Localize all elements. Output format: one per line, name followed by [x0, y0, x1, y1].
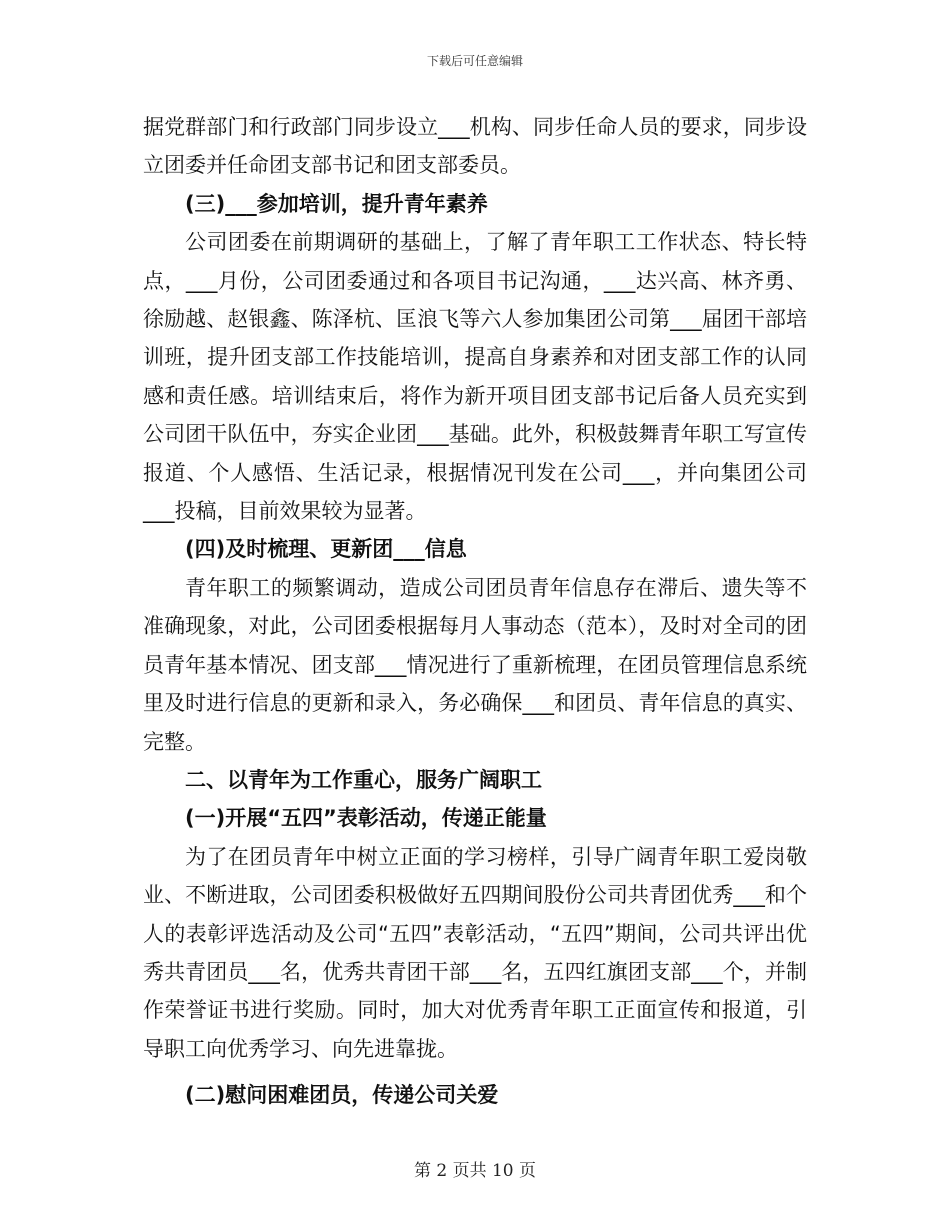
chapter-heading-2: 二、以青年为工作重心，服务广阔职工 [185, 767, 542, 792]
page-header: 下载后可任意编辑 [426, 54, 523, 68]
page-footer: 第 2 页共 10 页 [413, 1161, 537, 1181]
section-heading-4: (四)及时梳理、更新团___信息 [185, 537, 467, 562]
section-heading-2: (二)慰问困难团员，传递公司关爱 [185, 1083, 499, 1108]
paragraph-training: 公司团委在前期调研的基础上，了解了青年职工工作状态、特长特点，___月份，公司团委通过和各项目书记沟通，___达兴高、林齐勇、徐励越、赵银鑫、陈泽杭、匡浪飞等六人参加集团公司第___届团干部培训班，提升团支部工作技能培训，提高自身素养和对团支部工作的认同感和责任感。培训结束后，将作为新开项目团支部书记后备人员充实到公司团干队伍中，夯实企业团___基础。此外，积极鼓舞青年职工写宣传报道、个人感悟、生活记录，根据情况刊发在公司___，并向集团公司___投稿，目前效果较为显著。 [143, 230, 807, 524]
section-heading-3: (三)___参加培训，提升青年素养 [185, 191, 488, 216]
section-heading-1: (一)开展“五四”表彰活动，传递正能量 [185, 806, 547, 831]
document-body [143, 108, 807, 1115]
paragraph-continued: 据党群部门和行政部门同步设立___机构、同步任命人员的要求，同步设立团委并任命团支部书记和团支部委员。 [143, 115, 807, 178]
paragraph-info-update: 青年职工的频繁调动，造成公司团员青年信息存在滞后、遗失等不准确现象，对此，公司团委根据每月人事动态（范本），及时对全司的团员青年基本情况、团支部___情况进行了重新梳理，在团员管理信息系统里及时进行信息的更新和录入，务必确保___和团员、青年信息的真实、完整。 [143, 575, 807, 754]
paragraph-commendation: 为了在团员青年中树立正面的学习榜样，引导广阔青年职工爱岗敬业、不断进取，公司团委积极做好五四期间股份公司共青团优秀___和个人的表彰评选活动及公司“五四”表彰活动，“五四”期间，公司共评出优秀共青团员___名，优秀共青团干部___名，五四红旗团支部___个，并制作荣誉证书进行奖励。同时，加大对优秀青年职工正面宣传和报道，引导职工向优秀学习、向先进靠拢。 [143, 844, 807, 1061]
